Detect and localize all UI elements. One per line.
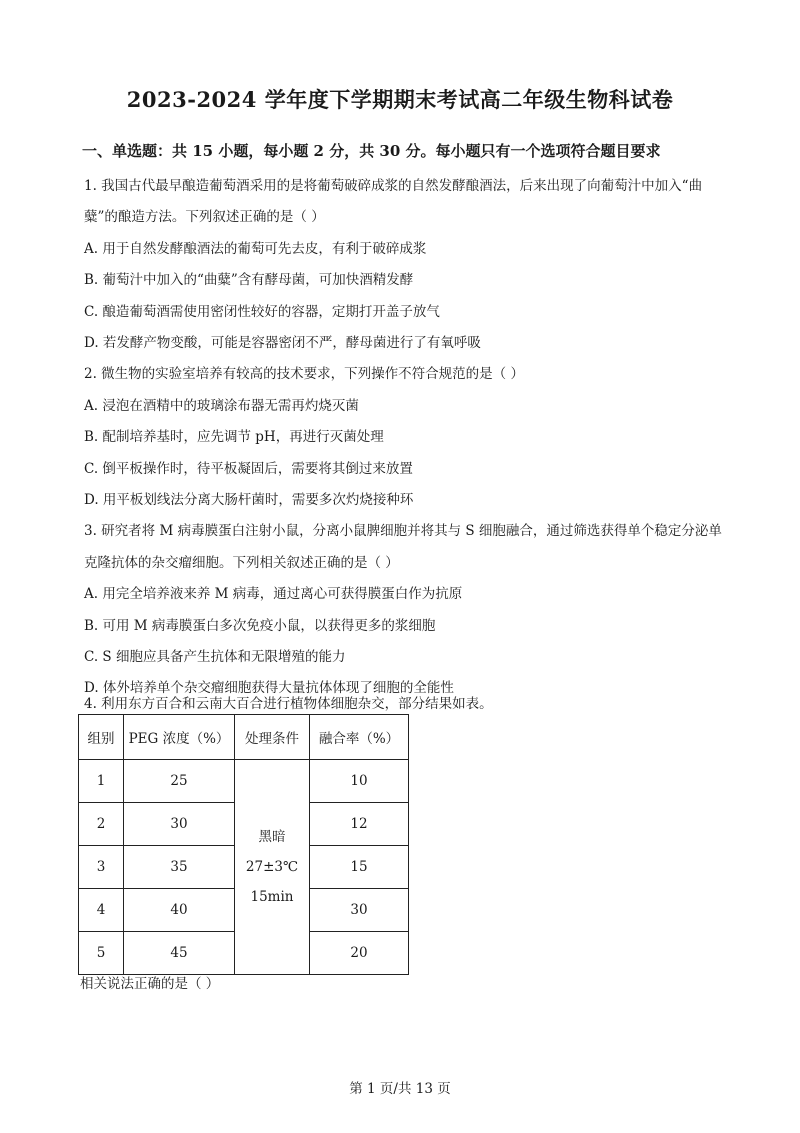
table-row bbox=[79, 760, 409, 803]
table-header-cell: 融合率（%） bbox=[310, 715, 409, 760]
q2-stem: 2. 微生物的实验室培养有较高的技术要求，下列操作不符合规范的是（ ） bbox=[84, 366, 524, 382]
q2-option-b: B. 配制培养基时，应先调节 pH，再进行灭菌处理 bbox=[84, 429, 384, 445]
condition-line: 黑暗 bbox=[258, 829, 286, 845]
table-cell-group: 1 bbox=[79, 760, 124, 803]
table-cell-peg: 30 bbox=[124, 803, 235, 846]
q4-stem: 4. 利用东方百合和云南大百合进行植物体细胞杂交，部分结果如表。 bbox=[84, 696, 493, 712]
q1-stem-line2: 糵”的酿造方法。下列叙述正确的是（ ） bbox=[84, 209, 325, 225]
q1-option-b: B. 葡萄汁中加入的“曲糵”含有酵母菌，可加快酒精发酵 bbox=[84, 272, 414, 288]
q1-option-d: D. 若发酵产物变酸，可能是容器密闭不严，酵母菌进行了有氧呼吸 bbox=[84, 335, 481, 351]
table-cell-rate: 15 bbox=[310, 846, 409, 889]
page-footer: 第 1 页/共 13 页 bbox=[349, 1081, 451, 1097]
table-cell-group: 3 bbox=[79, 846, 124, 889]
condition-line: 15min bbox=[250, 889, 294, 905]
table-header-row bbox=[79, 715, 409, 760]
q3-stem-line1: 3. 研究者将 M 病毒膜蛋白注射小鼠，分离小鼠脾细胞并将其与 S 细胞融合，通过筛选获得单个稳定分泌单 bbox=[84, 523, 722, 539]
q3-option-b: B. 可用 M 病毒膜蛋白多次免疫小鼠，以获得更多的浆细胞 bbox=[84, 618, 436, 634]
table-cell-peg: 40 bbox=[124, 889, 235, 932]
q1-option-c: C. 酿造葡萄酒需使用密闭性较好的容器，定期打开盖子放气 bbox=[84, 304, 440, 320]
table-cell-peg: 35 bbox=[124, 846, 235, 889]
table-cell-condition bbox=[235, 760, 310, 975]
q3-option-a: A. 用完全培养液来养 M 病毒，通过离心可获得膜蛋白作为抗原 bbox=[84, 586, 463, 602]
q2-option-d: D. 用平板划线法分离大肠杆菌时，需要多次灼烧接种环 bbox=[84, 492, 414, 508]
table-header-cell: 组别 bbox=[79, 715, 124, 760]
table-cell-peg: 45 bbox=[124, 932, 235, 975]
q3-option-c: C. S 细胞应具备产生抗体和无限增殖的能力 bbox=[84, 649, 346, 665]
results-table bbox=[78, 714, 409, 975]
q2-option-a: A. 浸泡在酒精中的玻璃涂布器无需再灼烧灭菌 bbox=[84, 398, 359, 414]
q2-option-c: C. 倒平板操作时，待平板凝固后，需要将其倒过来放置 bbox=[84, 461, 413, 477]
table-cell-group: 4 bbox=[79, 889, 124, 932]
q3-option-d: D. 体外培养单个杂交瘤细胞获得大量抗体体现了细胞的全能性 bbox=[84, 680, 454, 696]
table-cell-group: 2 bbox=[79, 803, 124, 846]
table-cell-rate: 12 bbox=[310, 803, 409, 846]
table-header-cell: PEG 浓度（%） bbox=[124, 715, 235, 760]
table-cell-rate: 20 bbox=[310, 932, 409, 975]
q3-stem-line2: 克隆抗体的杂交瘤细胞。下列相关叙述正确的是（ ） bbox=[84, 555, 399, 571]
table-cell-rate: 30 bbox=[310, 889, 409, 932]
table-cell-peg: 25 bbox=[124, 760, 235, 803]
section-heading: 一、单选题：共 15 小题，每小题 2 分，共 30 分。每小题只有一个选项符合题目要求 bbox=[82, 142, 661, 160]
table-cell-rate: 10 bbox=[310, 760, 409, 803]
condition-line: 27±3℃ bbox=[245, 859, 299, 875]
q4-question: 相关说法正确的是（ ） bbox=[80, 976, 220, 992]
q1-option-a: A. 用于自然发酵酿酒法的葡萄可先去皮，有利于破碎成浆 bbox=[84, 241, 427, 257]
table-cell-group: 5 bbox=[79, 932, 124, 975]
table-header-cell: 处理条件 bbox=[235, 715, 310, 760]
q1-stem-line1: 1. 我国古代最早酿造葡萄酒采用的是将葡萄破碎成浆的自然发酵酿酒法，后来出现了向葡萄汁中加入“曲 bbox=[84, 178, 703, 194]
page-title: 2023-2024 学年度下学期期末考试高二年级生物科试卷 bbox=[126, 87, 674, 112]
